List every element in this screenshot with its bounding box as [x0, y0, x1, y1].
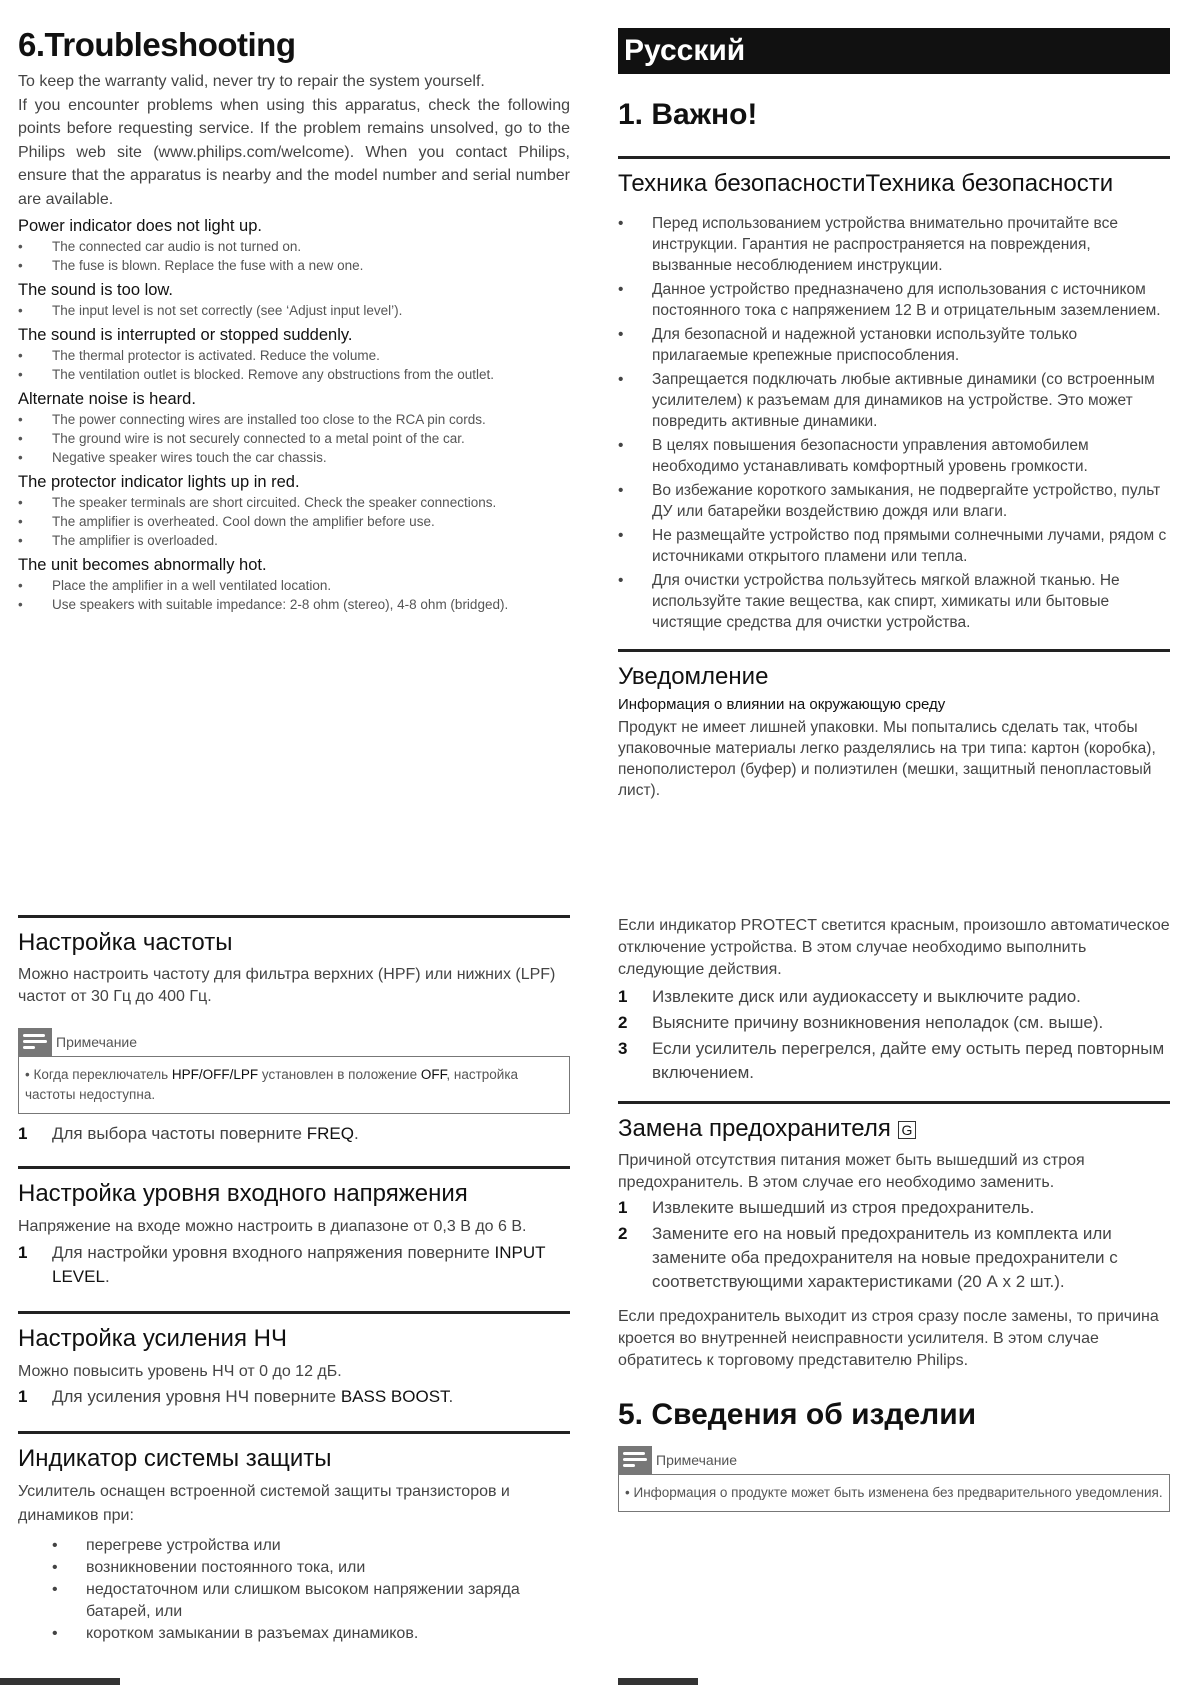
env-text: Продукт не имеет лишней упаковки. Мы попытались сделать так, чтобы упаковочные материалы легко разделялись на три типа: картон (коробка), пенополистерол (буфер) и полиэтилен (мешки, защитный пенопластовый лист). — [618, 719, 1156, 799]
list-item: • Place the amplifier in a well ventilated location. — [18, 576, 570, 595]
list-item: • Данное устройство предназначено для использования с источником постоянного тока с напряжением 12 В и отрицательным заземлением. — [618, 279, 1170, 321]
step-number: 2 — [618, 1224, 628, 1243]
protection-title: Индикатор системы защиты — [18, 1445, 332, 1472]
bass-text: Можно повысить уровень НЧ от 0 до 12 дБ. — [18, 1362, 342, 1380]
safety-title: Техника безопасностиТехника безопасности — [618, 170, 1114, 197]
fuse-after-text: Если предохранитель выходит из строя сразу после замены, то причина кроется во внутренней неисправности усилителя. В этом случае обратитесь к торговому представителю Philips. — [618, 1308, 1159, 1369]
list-item: • коротком замыкании в разъемах динамиков. — [52, 1623, 570, 1645]
step-text: Извлеките диск или аудиокассету и выключите радио. — [652, 987, 1081, 1006]
list-item: • Запрещается подключать любые активные динамики (со встроенным усилителем) к разъемам для динамиков на устройстве. Это может повредить активные динамики. — [618, 369, 1170, 432]
figure-badge: G — [898, 1121, 917, 1139]
step-number: 1 — [618, 987, 628, 1006]
note-header — [18, 1028, 570, 1056]
problem-causes — [18, 493, 570, 550]
step: 1 Для настройки уровня входного напряжения поверните INPUT LEVEL. — [18, 1242, 546, 1286]
note-label: Примечание — [56, 1034, 138, 1050]
troubleshooting-section — [18, 26, 570, 614]
step — [618, 1222, 1170, 1294]
list-item: • The amplifier is overloaded. — [18, 531, 570, 550]
step — [618, 1196, 1170, 1220]
bass-title: Настройка усиления НЧ — [18, 1324, 287, 1352]
note-label: Примечание — [656, 1452, 738, 1468]
list-item: • Перед использованием устройства внимательно прочитайте все инструкции. Гарантия не распространяется на повреждения, вызванные несоблюдением инструкции. — [618, 213, 1170, 276]
list-item: • Во избежание короткого замыкания, не подвергайте устройство, пульт ДУ или батарейки воздействию дождя или влаги. — [618, 480, 1170, 522]
list-item: • The ground wire is not securely connected to a metal point of the car. — [18, 429, 570, 448]
protection-list — [52, 1535, 570, 1645]
intro-text: If you encounter problems when using this apparatus, check the following points before requesting service. If the problem remains unsolved, go to the Philips web site (www.philips.com/welcome). When you contact Philips, ensure that the apparatus is nearby and the model number and serial number are available. — [18, 96, 570, 208]
problem-title: Alternate noise is heard. — [18, 390, 196, 408]
list-item: • The power connecting wires are installed too close to the RCA pin cords. — [18, 410, 570, 429]
list-item: • Не размещайте устройство под прямыми солнечными лучами, рядом с источниками открытого пламени или тепла. — [618, 525, 1170, 567]
protect-steps — [618, 985, 1170, 1085]
list-item: • The input level is not set correctly (see ‘Adjust input level’). — [18, 301, 570, 320]
freq-text: Можно настроить частоту для фильтра верхних (HPF) или нижних (LPF) частот от 30 Гц до 400 Гц. — [18, 966, 556, 1005]
step: 1 Для усиления уровня НЧ поверните BASS BOOST. — [18, 1387, 454, 1406]
section-title: 1. Важно! — [618, 98, 758, 131]
list-item: • недостаточном или слишком высоком напряжении заряда батарей, или — [52, 1579, 570, 1623]
note-box: • Информация о продукте может быть изменена без предварительного уведомления. — [618, 1474, 1170, 1512]
list-item: • Negative speaker wires touch the car chassis. — [18, 448, 570, 467]
list-item: • В целях повышения безопасности управления автомобилем необходимо устанавливать комфортный уровень громкости. — [618, 435, 1170, 477]
list-item: • The connected car audio is not turned on. — [18, 237, 570, 256]
fuse-text: Причиной отсутствия питания может быть вышедший из строя предохранитель. В этом случае его необходимо заменить. — [618, 1152, 1085, 1191]
protect-text: Если индикатор PROTECT светится красным, произошло автоматическое отключение устройства. В этом случае необходимо выполнить следующие действия. — [618, 917, 1170, 978]
step: 1 Для выбора частоты поверните FREQ. — [18, 1124, 359, 1143]
env-title: Информация о влиянии на окружающую среду — [618, 696, 946, 713]
fuse-column — [618, 915, 1170, 1512]
product-title: 5. Сведения об изделии — [618, 1398, 977, 1431]
notice-title: Уведомление — [618, 663, 769, 690]
problem-causes — [18, 410, 570, 467]
step-text: Выясните причину возникновения неполадок (см. выше). — [652, 1013, 1104, 1032]
input-text: Напряжение на входе можно настроить в диапазоне от 0,3 В до 6 В. — [18, 1218, 527, 1235]
list-item: • Для очистки устройства пользуйтесь мягкой влажной тканью. Не используйте такие вещества, как спирт, химикаты или бытовые чистящие средства для очистки устройства. — [618, 570, 1170, 633]
problem-causes — [18, 576, 570, 614]
settings-column — [18, 915, 570, 1645]
list-item: • Use speakers with suitable impedance: 2-8 ohm (stereo), 4-8 ohm (bridged). — [18, 595, 570, 614]
list-item: • Для безопасной и надежной установки используйте только прилагаемые крепежные приспособления. — [618, 324, 1170, 366]
problem-list — [18, 215, 570, 614]
list-item: • The speaker terminals are short circuited. Check the speaker connections. — [18, 493, 570, 512]
step-number: 3 — [618, 1039, 628, 1058]
fuse-title: Замена предохранителя — [618, 1115, 891, 1142]
step-text: Если усилитель перегрелся, дайте ему остыть перед повторным включением. — [652, 1039, 1165, 1082]
russian-section — [618, 28, 1170, 801]
fuse-steps — [618, 1196, 1170, 1294]
note-icon — [618, 1446, 652, 1474]
list-item: • The ventilation outlet is blocked. Remove any obstructions from the outlet. — [18, 365, 570, 384]
safety-list — [618, 213, 1170, 633]
problem-title: The unit becomes abnormally hot. — [18, 556, 267, 574]
problem-title: Power indicator does not light up. — [18, 217, 262, 235]
freq-title: Настройка частоты — [18, 929, 233, 956]
list-item: • The fuse is blown. Replace the fuse with a new one. — [18, 256, 570, 275]
problem-title: The protector indicator lights up in red. — [18, 473, 300, 491]
step-text: Извлеките вышедший из строя предохранитель. — [652, 1198, 1035, 1217]
list-item: • The amplifier is overheated. Cool down the amplifier before use. — [18, 512, 570, 531]
note-header — [618, 1446, 1170, 1474]
input-title: Настройка уровня входного напряжения — [18, 1180, 468, 1207]
problem-title: The sound is interrupted or stopped suddenly. — [18, 326, 353, 344]
page-title: 6.Troubleshooting — [18, 26, 296, 63]
step-number: 2 — [618, 1013, 628, 1032]
problem-causes — [18, 301, 570, 320]
language-header: Русский — [618, 28, 1170, 74]
note-icon — [18, 1028, 52, 1056]
list-item: • возникновении постоянного тока, или — [52, 1557, 570, 1579]
intro-text: To keep the warranty valid, never try to repair the system yourself. — [18, 73, 485, 90]
list-item: • The thermal protector is activated. Reduce the volume. — [18, 346, 570, 365]
step-text: Замените его на новый предохранитель из комплекта или замените оба предохранителя на новые предохранители с соответствующими характеристиками (20 А x 2 шт.). — [652, 1224, 1118, 1291]
list-item: • перегреве устройства или — [52, 1535, 570, 1557]
step — [618, 1037, 1170, 1085]
protection-text: Усилитель оснащен встроенной системой защиты транзисторов и динамиков при: — [18, 1483, 510, 1524]
problem-causes — [18, 237, 570, 275]
problem-title: The sound is too low. — [18, 281, 174, 299]
step — [618, 985, 1170, 1009]
step-number: 1 — [618, 1198, 628, 1217]
step — [618, 1011, 1170, 1035]
note-box: • Когда переключатель HPF/OFF/LPF установлен в положение OFF, настройка частоты недоступна. — [18, 1056, 570, 1114]
problem-causes — [18, 346, 570, 384]
